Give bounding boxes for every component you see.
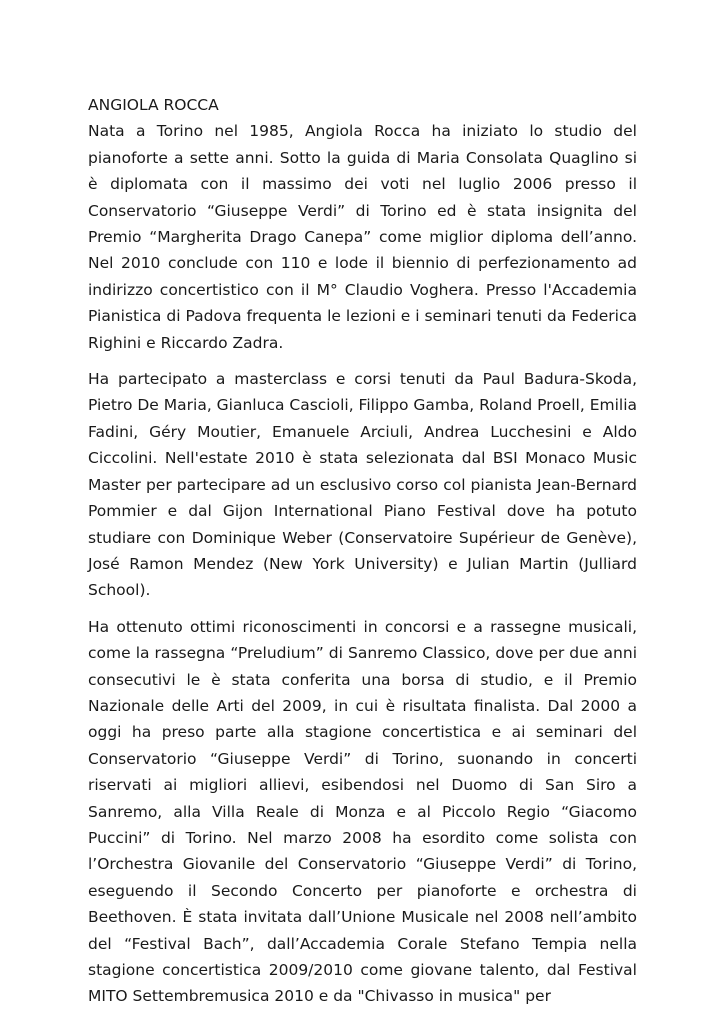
biography-paragraph-3: Ha ottenuto ottimi riconoscimenti in concorsi e a rassegne musicali, come la rassegna “Preludium” di Sanremo Classico, dove per due anni consecutivi le è stata conferita una borsa di studio, e il Premio Nazionale delle Arti del 2009, in cui è risultata finalista. Dal 2000 a oggi ha preso parte alla stagione concertistica e ai seminari del Conservatorio “Giuseppe Verdi” di Torino, suonando in concerti riservati ai migliori allievi, esibendosi nel Duomo di San Siro a Sanremo, alla Villa Reale di Monza e al Piccolo Regio “Giacomo Puccini” di Torino. Nel marzo 2008 ha esordito come solista con l’Orchestra Giovanile del Conservatorio “Giuseppe Verdi” di Torino, eseguendo il Secondo Concerto per pianoforte e orchestra di Beethoven. È stata invitata dall’Unione Musicale nel 2008 nell’ambito del “Festival Bach”, dall’Accademia Corale Stefano Tempia nella stagione concertistica 2009/2010 come giovane talento, dal Festival MITO Settembremusica 2010 e da "Chivasso in musica" per (88, 617, 637, 1006)
biography-paragraph-2: Ha partecipato a masterclass e corsi tenuti da Paul Badura-Skoda, Pietro De Maria, Gianluca Cascioli, Filippo Gamba, Roland Proell, Emilia Fadini, Géry Moutier, Emanuele Arciuli, Andrea Lucchesini e Aldo Ciccolini. Nell'estate 2010 è stata selezionata dal BSI Monaco Music Master per partecipare ad un esclusivo corso col pianista Jean-Bernard Pommier e dal Gijon International Piano Festival dove ha potuto studiare con Dominique Weber (Conservatoire Supérieur de Genève), José Ramon Mendez (New York University) e Julian Martin (Julliard School). (88, 370, 638, 600)
biography-paragraph-1: Nata a Torino nel 1985, Angiola Rocca ha iniziato lo studio del pianoforte a sette anni. Sotto la guida di Maria Consolata Quaglino si è diplomata con il massimo dei voti nel luglio 2006 presso il Conservatorio “Giuseppe Verdi” di Torino ed è stata insignita del Premio “Margherita Drago Canepa” come miglior diploma dell’anno. Nel 2010 conclude con 110 e lode il biennio di perfezionamento ad indirizzo concertistico con il M° Claudio Voghera. Presso l'Accademia Pianistica di Padova frequenta le lezioni e i seminari tenuti da Federica Righini e Riccardo Zadra. (88, 122, 637, 352)
document-body (88, 92, 637, 1020)
document-title: ANGIOLA ROCCA (88, 96, 219, 114)
